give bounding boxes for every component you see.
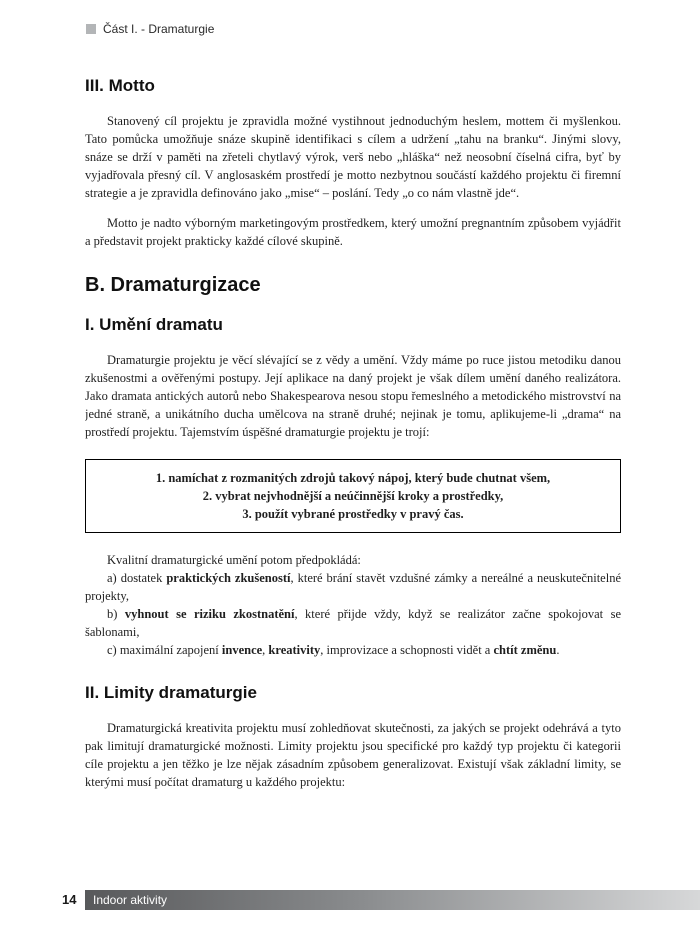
- section-marker-icon: [86, 24, 96, 34]
- heading-umeni-dramatu: I. Umění dramatu: [85, 315, 223, 334]
- text-run-bold: chtít změnu: [493, 643, 557, 657]
- footer-bar: [85, 890, 700, 910]
- text-run-bold: invence: [221, 643, 263, 657]
- list-item-c: [85, 641, 621, 659]
- text-run-bold: praktických zkušeností: [166, 571, 291, 585]
- text-run: , které brání stavět vzdušné zámky a nereálné a neuskutečnitelné projekty,: [85, 571, 621, 603]
- text-run: b): [107, 607, 125, 621]
- list-intro: Kvalitní dramaturgické umění potom předpokládá:: [107, 553, 361, 567]
- text-run: ,: [262, 643, 269, 657]
- page-footer: [0, 890, 700, 910]
- text-run: .: [556, 643, 560, 657]
- principles-box: [85, 459, 621, 533]
- running-header-label: Část I. - Dramaturgie: [103, 22, 215, 36]
- text-run-bold: kreativity: [268, 643, 321, 657]
- paragraph-limity: Dramaturgická kreativita projektu musí zohledňovat skutečnosti, za jakých se projekt odehrává a tyto pak limitují dramaturgické možnosti. Limity projektu jsou specifické pro každý typ projektu či kategorii cíle projektu a jen těžko je lze nějak zásadním způsobem generalizovat. Existují však základní limity, se kterými musí počítat dramaturg u každého projektu:: [85, 721, 621, 789]
- page-content: [85, 76, 621, 878]
- text-run: , improvizace a schopnosti vidět a: [320, 643, 494, 657]
- heading-motto: III. Motto: [85, 76, 155, 95]
- heading-dramaturgizace: B. Dramaturgizace: [85, 274, 261, 296]
- page-number: 14: [62, 892, 77, 907]
- paragraph-umeni-dramatu: Dramaturgie projektu je věcí slévající se z vědy a umění. Vždy máme po ruce jistou metodiku danou zkušenostmi a ověřenými postupy. Její aplikace na daný projekt je však dílem umění daného realizátora. Jako dramata antických autorů nebo Shakespearova nesou stopu řemeslného a metodického mistrovství na jedné straně, a unikátního ducha umělcova na straně druhé; nejinak je tomu, aplikujeme-li „drama“ na prostředí projektu. Tajemstvím úspěšné dramaturgie projektu je trojí:: [85, 353, 621, 439]
- heading-limity-dramaturgie: II. Limity dramaturgie: [85, 683, 257, 702]
- principle-line-1: 1. namíchat z rozmanitých zdrojů takový nápoj, který bude chutnat všem,: [155, 471, 551, 485]
- text-run-bold: vyhnout se riziku zkostnatění: [124, 607, 295, 621]
- footer-section-label: Indoor aktivity: [93, 893, 168, 907]
- paragraph-motto-1: Stanovený cíl projektu je zpravidla možné vystihnout jednoduchým heslem, mottem či myšlenkou. Tato pomůcka umožňuje snáze skupině identifikaci s cílem a udržení „tahu na branku“. Jinými slovy, snáze se drží v paměti na zřeteli chytlavý výrok, verš nebo „hláška“ než neosobní číselná cifra, byť by vyjadřovala přesný cíl. V anglosaském prostředí je motto nezbytnou součástí každého projektu či firemní strategie a je zpravidla definováno jako „mise“ – poslání. Tedy „o co nám vlastně jde“.: [85, 114, 621, 200]
- text-run: c) maximální zapojení: [107, 643, 222, 657]
- text-run: , které přijde vždy, když se realizátor začne spokojovat se šablonami,: [85, 607, 621, 639]
- paragraph-motto-2: Motto je nadto výborným marketingovým prostředkem, který umožní pregnantním způsobem vyjádřit a představit projekt prakticky každé cílové skupině.: [85, 216, 621, 248]
- principle-line-3: 3. použít vybrané prostředky v pravý čas.: [242, 507, 464, 521]
- text-run: a) dostatek: [107, 571, 167, 585]
- running-header: [86, 22, 214, 36]
- list-item-b: [85, 605, 621, 641]
- list-item-a: [85, 569, 621, 605]
- principle-line-2: 2. vybrat nejvhodnější a neúčinnější kroky a prostředky,: [202, 489, 504, 503]
